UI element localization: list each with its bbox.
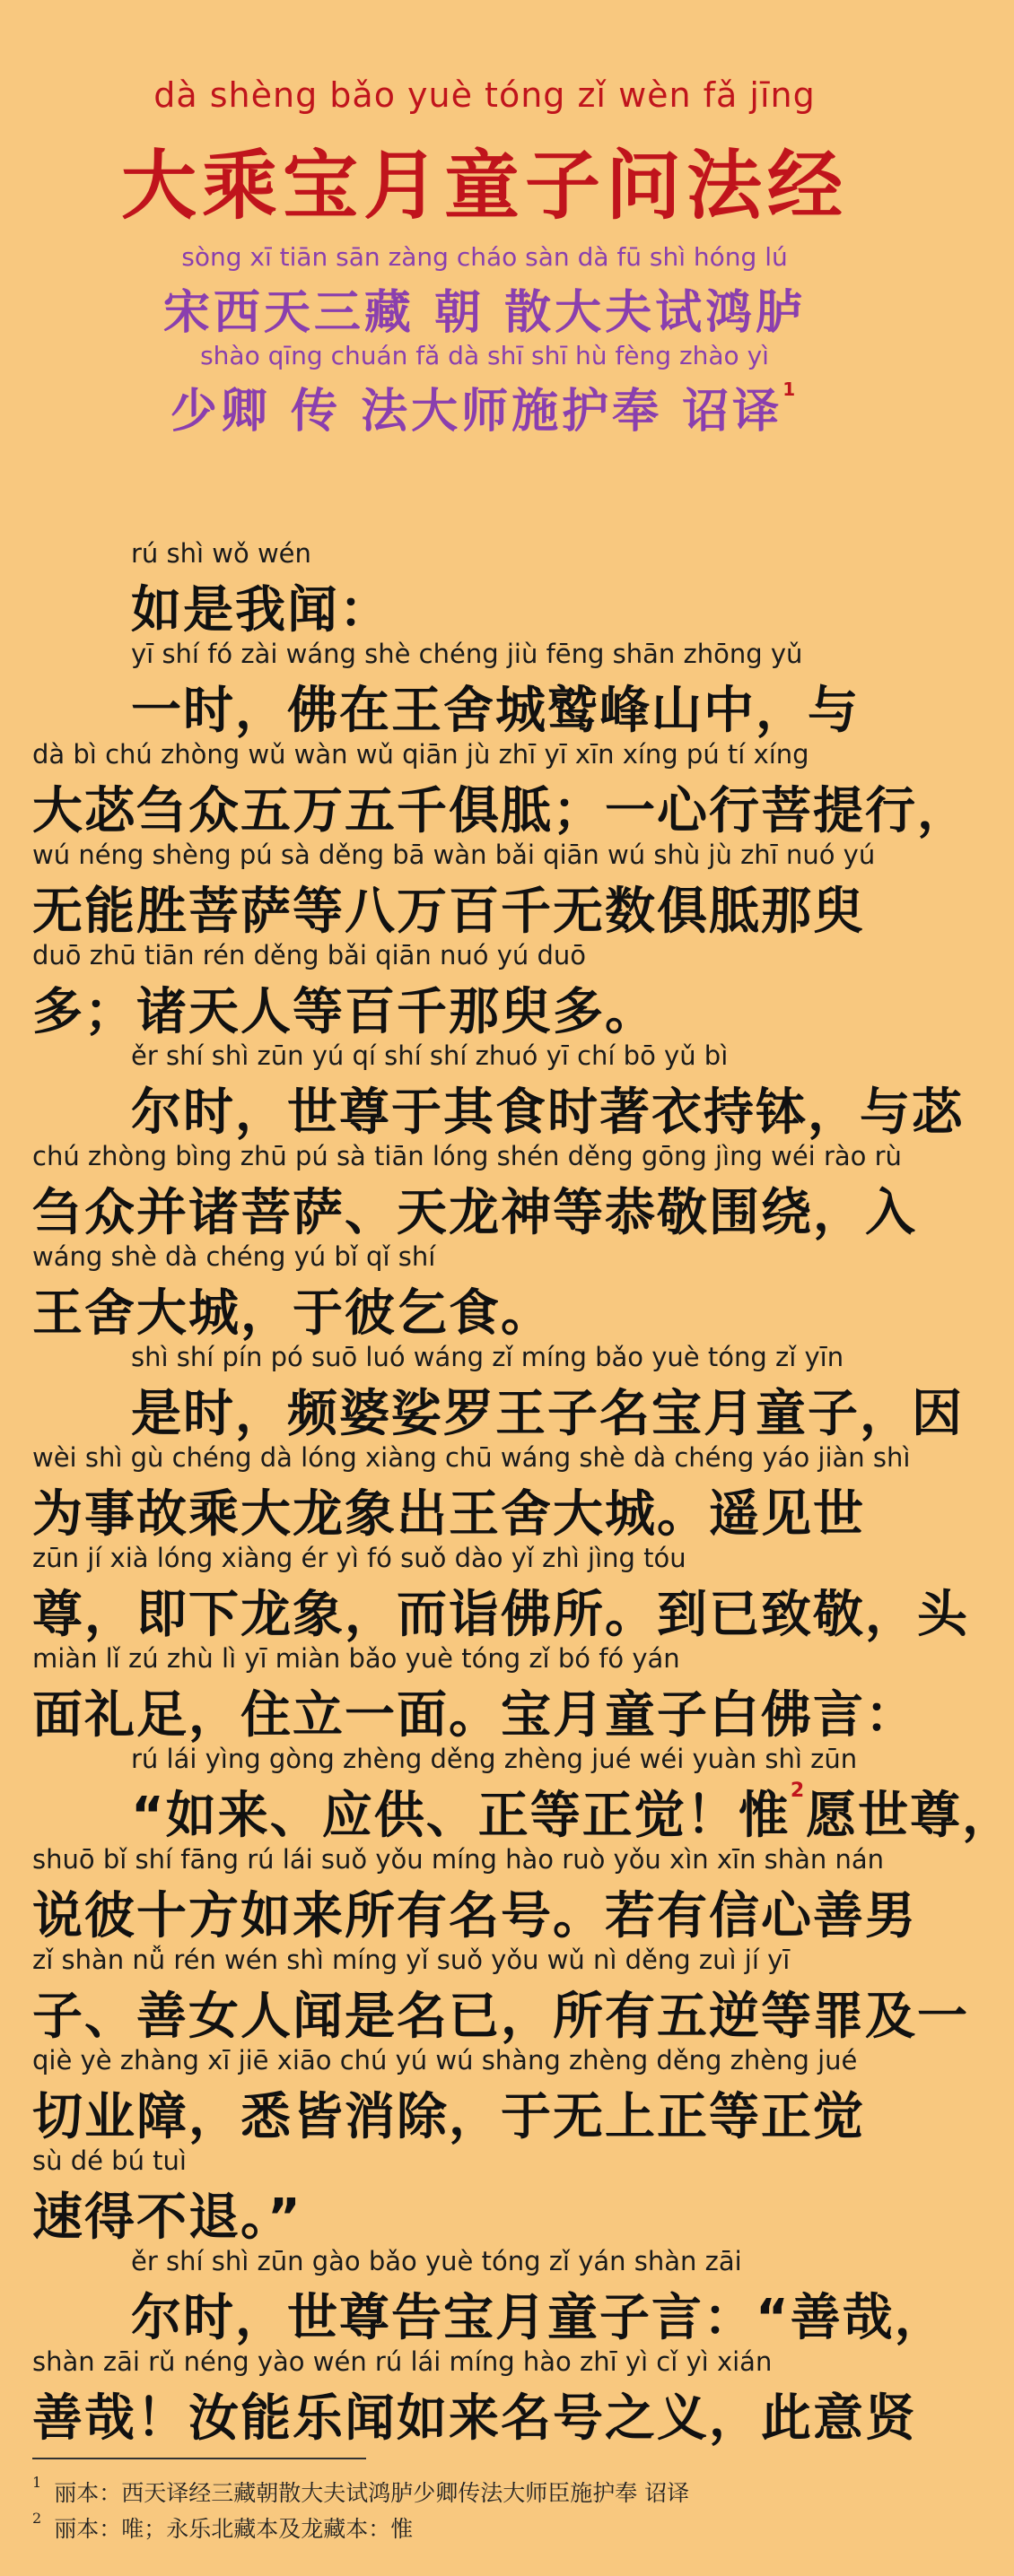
footnote-item: [32, 2511, 939, 2544]
sutra-text: 切业障，悉皆消除，于无上正等正觉: [32, 2088, 865, 2146]
sutra-line: [32, 1876, 939, 1948]
sutra-line: [131, 2278, 947, 2350]
footnote-marker: 2: [790, 1780, 807, 1802]
sutra-line: [32, 1675, 939, 1747]
sutra-text: 为事故乘大龙象出王舍大城。遥见世: [32, 1485, 865, 1544]
sutra-text: 无能胜菩萨等八万百千无数俱胝那臾: [32, 883, 865, 941]
sutra-line: [131, 1374, 964, 1446]
pinyin-line: ěr shí shì zūn yú qí shí shí zhuó yī chí bō yǔ bì: [131, 1040, 729, 1071]
sutra-line: [32, 2077, 939, 2149]
sutra-line: [32, 1475, 939, 1546]
sutra-text: 尔时，世尊于其食时著衣持钵，与苾: [131, 1083, 964, 1142]
sutra-text: 王舍大城，于彼乞食。: [32, 1284, 553, 1343]
sutra-text: 多；诸天人等百千那臾多。: [32, 983, 657, 1041]
pinyin-line: shuō bǐ shí fāng rú lái suǒ yǒu míng hào ruò yǒu xìn xīn shàn nán: [32, 1844, 885, 1875]
pinyin-line: ěr shí shì zūn gào bǎo yuè tóng zǐ yán shàn zāi: [131, 2246, 742, 2276]
sutra-line: [131, 1776, 1014, 1848]
pinyin-line: chú zhòng bìng zhū pú sà tiān lóng shén děng gōng jìng wéi rào rù: [32, 1141, 902, 1171]
author-text: 少卿 传 法大师施护奉 诏译: [170, 385, 783, 439]
sutra-text: 一时，佛在王舍城鹫峰山中，与: [131, 682, 860, 740]
sutra-text: 大苾刍众五万五千俱胝；一心行菩提行，: [32, 782, 969, 840]
sutra-line: [32, 2178, 939, 2250]
pinyin-line: wáng shè dà chéng yú bǐ qǐ shí: [32, 1241, 436, 1272]
pinyin-line: wú néng shèng pú sà děng bā wàn bǎi qiān wú shù jù zhī nuó yú: [32, 840, 876, 870]
pinyin-line: qiè yè zhàng xī jiē xiāo chú yú wú shàng zhèng děng zhèng jué: [32, 2045, 858, 2076]
sutra-text: 尊，即下龙象，而诣佛所。到已致敬，头: [32, 1586, 969, 1644]
sutra-text: 面礼足，住立一面。宝月童子白佛言：: [32, 1686, 917, 1745]
footnote-divider: [32, 2458, 366, 2459]
author-pinyin: sòng xī tiān sān zàng cháo sàn dà fū shì hóng lú: [181, 242, 788, 272]
pinyin-line: duō zhū tiān rén děng bǎi qiān nuó yú duō: [32, 940, 587, 970]
pinyin-line: dà bì chú zhòng wǔ wàn wǔ qiān jù zhī yī xīn xíng pú tí xíng: [32, 739, 809, 770]
pinyin-line: yī shí fó zài wáng shè chéng jiù fēng shān zhōng yǔ: [131, 639, 803, 669]
pinyin-line: rú lái yìng gòng zhèng děng zhèng jué wéi yuàn shì zūn: [131, 1744, 858, 1774]
sutra-line: [32, 1575, 969, 1647]
footnote-marker: 1: [782, 379, 800, 400]
sutra-text: “如来、应供、正等正觉！惟: [131, 1787, 791, 1845]
sutra-text: 善哉！汝能乐闻如来名号之义，此意贤: [32, 2389, 917, 2448]
footnote-text: 丽本：西天译经三藏朝散大夫试鸿胪少卿传法大师臣施护奉 诏译: [54, 2480, 690, 2506]
sutra-line: [32, 2379, 939, 2450]
sutra-line: [32, 1173, 939, 1245]
pinyin-line: zǐ shàn nǚ rén wén shì míng yǐ suǒ yǒu wǔ nì děng zuì jí yī: [32, 1945, 791, 1975]
sutra-text: 是时，频婆娑罗王子名宝月童子，因: [131, 1385, 964, 1443]
sutra-text: 尔时，世尊告宝月童子言：“善哉，: [131, 2289, 947, 2347]
author-line: [0, 274, 969, 342]
sutra-text: 刍众并诸菩萨、天龙神等恭敬围绕，入: [32, 1184, 917, 1242]
sutra-line: [32, 1977, 969, 2049]
title-pinyin: dà shèng bǎo yuè tóng zǐ wèn fǎ jīng: [153, 75, 816, 115]
sutra-line: [131, 1073, 964, 1144]
sutra-line: [32, 771, 969, 843]
pinyin-line: zūn jí xià lóng xiàng ér yì fó suǒ dào yǐ zhì jìng tóu: [32, 1543, 686, 1573]
sutra-line: [32, 1274, 939, 1345]
page-title: 大乘宝月童子问法经: [120, 141, 848, 230]
author-line: [0, 373, 969, 440]
pinyin-line: miàn lǐ zú zhù lì yī miàn bǎo yuè tóng zǐ bó fó yán: [32, 1643, 680, 1674]
sutra-line: [131, 570, 939, 642]
pinyin-line: shì shí pín pó suō luó wáng zǐ míng bǎo yuè tóng zǐ yīn: [131, 1342, 844, 1372]
footnote-item: [32, 2476, 939, 2508]
footnote-number: 2: [32, 2510, 42, 2527]
author-text: 宋西天三藏 朝 散大夫试鸿胪: [162, 286, 807, 340]
sutra-text: 如是我闻：: [131, 581, 391, 640]
author-pinyin: shào qīng chuán fǎ dà shī shī hù fèng zhào yì: [200, 341, 769, 370]
sutra-line: [32, 872, 939, 944]
sutra-text: 子、善女人闻是名已，所有五逆等罪及一: [32, 1988, 969, 2046]
pinyin-line: rú shì wǒ wén: [131, 538, 311, 569]
footnote-number: 1: [32, 2474, 42, 2491]
footnote-text: 丽本：唯；永乐北藏本及龙藏本：惟: [54, 2516, 414, 2542]
sutra-text-after: 愿世尊，: [806, 1787, 1014, 1845]
pinyin-line: shàn zāi rǔ néng yào wén rú lái míng hào zhī yì cǐ yì xián: [32, 2346, 773, 2377]
sutra-line: [131, 671, 939, 743]
pinyin-line: wèi shì gù chéng dà lóng xiàng chū wáng shè dà chéng yáo jiàn shì: [32, 1442, 911, 1473]
sutra-text: 说彼十方如来所有名号。若有信心善男: [32, 1887, 917, 1945]
sutra-text: 速得不退。”: [32, 2189, 302, 2247]
sutra-line: [32, 972, 939, 1044]
pinyin-line: sù dé bú tuì: [32, 2145, 187, 2176]
